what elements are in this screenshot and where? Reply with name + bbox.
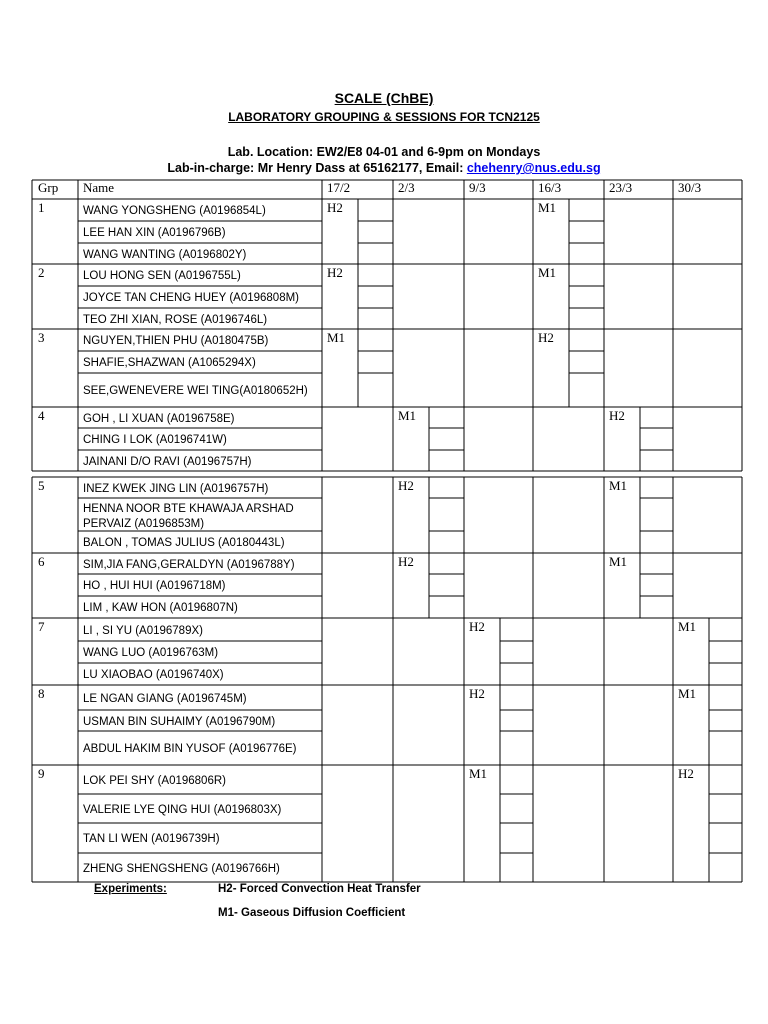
member-name: CHING I LOK (A0196741W): [83, 434, 227, 446]
member-name: SIM,JIA FANG,GERALDYN (A0196788Y): [83, 559, 295, 571]
member-name: LE NGAN GIANG (A0196745M): [83, 693, 247, 705]
member-name: LI , SI YU (A0196789X): [83, 625, 203, 637]
member-name: LOU HONG SEN (A0196755L): [83, 270, 241, 282]
session-code: H2: [469, 619, 485, 634]
member-name: ZHENG SHENGSHENG (A0196766H): [83, 863, 280, 875]
session-code: M1: [327, 330, 346, 345]
page-title: SCALE (ChBE): [334, 90, 434, 106]
session-code: M1: [538, 265, 557, 280]
member-name: HO , HUI HUI (A0196718M): [83, 580, 226, 592]
experiment-m1: M1- Gaseous Diffusion Coefficient: [218, 907, 406, 919]
member-name: USMAN BIN SUHAIMY (A0196790M): [83, 716, 276, 728]
member-name: GOH , LI XUAN (A0196758E): [83, 413, 235, 425]
page-subtitle: LABORATORY GROUPING & SESSIONS FOR TCN2125: [228, 110, 540, 124]
session-code: M1: [678, 619, 697, 634]
session-code: H2: [327, 200, 343, 215]
member-name: JOYCE TAN CHENG HUEY (A0196808M): [83, 292, 300, 304]
session-code: H2: [538, 330, 554, 345]
group-number: 6: [38, 554, 45, 569]
session-code: M1: [609, 478, 628, 493]
header-date: 30/3: [678, 180, 702, 195]
group-number: 7: [38, 619, 45, 634]
member-name: LEE HAN XIN (A0196796B): [83, 227, 226, 239]
member-name: INEZ KWEK JING LIN (A0196757H): [83, 483, 269, 495]
header-date: 17/2: [327, 180, 351, 195]
header-date: 23/3: [609, 180, 633, 195]
group-number: 2: [38, 265, 45, 280]
group-number: 3: [38, 330, 45, 345]
member-name: SHAFIE,SHAZWAN (A1065294X): [83, 357, 256, 369]
member-name: WANG YONGSHENG (A0196854L): [83, 205, 266, 217]
member-name: TEO ZHI XIAN, ROSE (A0196746L): [83, 314, 268, 326]
session-code: M1: [609, 554, 628, 569]
member-name: HENNA NOOR BTE KHAWAJA ARSHAD: [83, 503, 294, 515]
group-number: 8: [38, 686, 45, 701]
member-name: WANG WANTING (A0196802Y): [83, 249, 247, 261]
member-name: SEE,GWENEVERE WEI TING(A0180652H): [83, 385, 308, 397]
header-grp: Grp: [38, 180, 59, 195]
lab-in-charge-text: Lab-in-charge: Mr Henry Dass at 65162177, Email:: [167, 161, 467, 175]
member-name: LOK PEI SHY (A0196806R): [83, 775, 226, 787]
header-name: Name: [83, 180, 115, 195]
header-date: 2/3: [398, 180, 415, 195]
session-code: H2: [609, 408, 625, 423]
session-code: H2: [398, 478, 414, 493]
session-code: M1: [678, 686, 697, 701]
session-code: M1: [538, 200, 557, 215]
group-number: 9: [38, 766, 45, 781]
member-name: ABDUL HAKIM BIN YUSOF (A0196776E): [83, 743, 297, 755]
member-name: BALON , TOMAS JULIUS (A0180443L): [83, 537, 285, 549]
member-name: LU XIAOBAO (A0196740X): [83, 669, 224, 681]
session-code: H2: [469, 686, 485, 701]
member-name: PERVAIZ (A0196853M): [83, 518, 205, 530]
member-name: JAINANI D/O RAVI (A0196757H): [83, 456, 252, 468]
member-name: WANG LUO (A0196763M): [83, 647, 219, 659]
header-date: 16/3: [538, 180, 562, 195]
session-code: H2: [398, 554, 414, 569]
session-code: M1: [469, 766, 488, 781]
group-number: 1: [38, 200, 45, 215]
experiments-label: Experiments:: [94, 883, 167, 895]
group-number: 4: [38, 408, 45, 423]
member-name: NGUYEN,THIEN PHU (A0180475B): [83, 335, 269, 347]
header-date: 9/3: [469, 180, 486, 195]
member-name: LIM , KAW HON (A0196807N): [83, 602, 238, 614]
session-code: M1: [398, 408, 417, 423]
member-name: VALERIE LYE QING HUI (A0196803X): [83, 804, 282, 816]
group-number: 5: [38, 478, 45, 493]
experiment-h2: H2- Forced Convection Heat Transfer: [218, 883, 421, 895]
session-code: H2: [678, 766, 694, 781]
email-link[interactable]: chehenry@nus.edu.sg: [466, 161, 601, 175]
session-code: H2: [327, 265, 343, 280]
member-name: TAN LI WEN (A0196739H): [83, 833, 220, 845]
lab-location: Lab. Location: EW2/E8 04-01 and 6-9pm on Mondays: [227, 145, 541, 159]
